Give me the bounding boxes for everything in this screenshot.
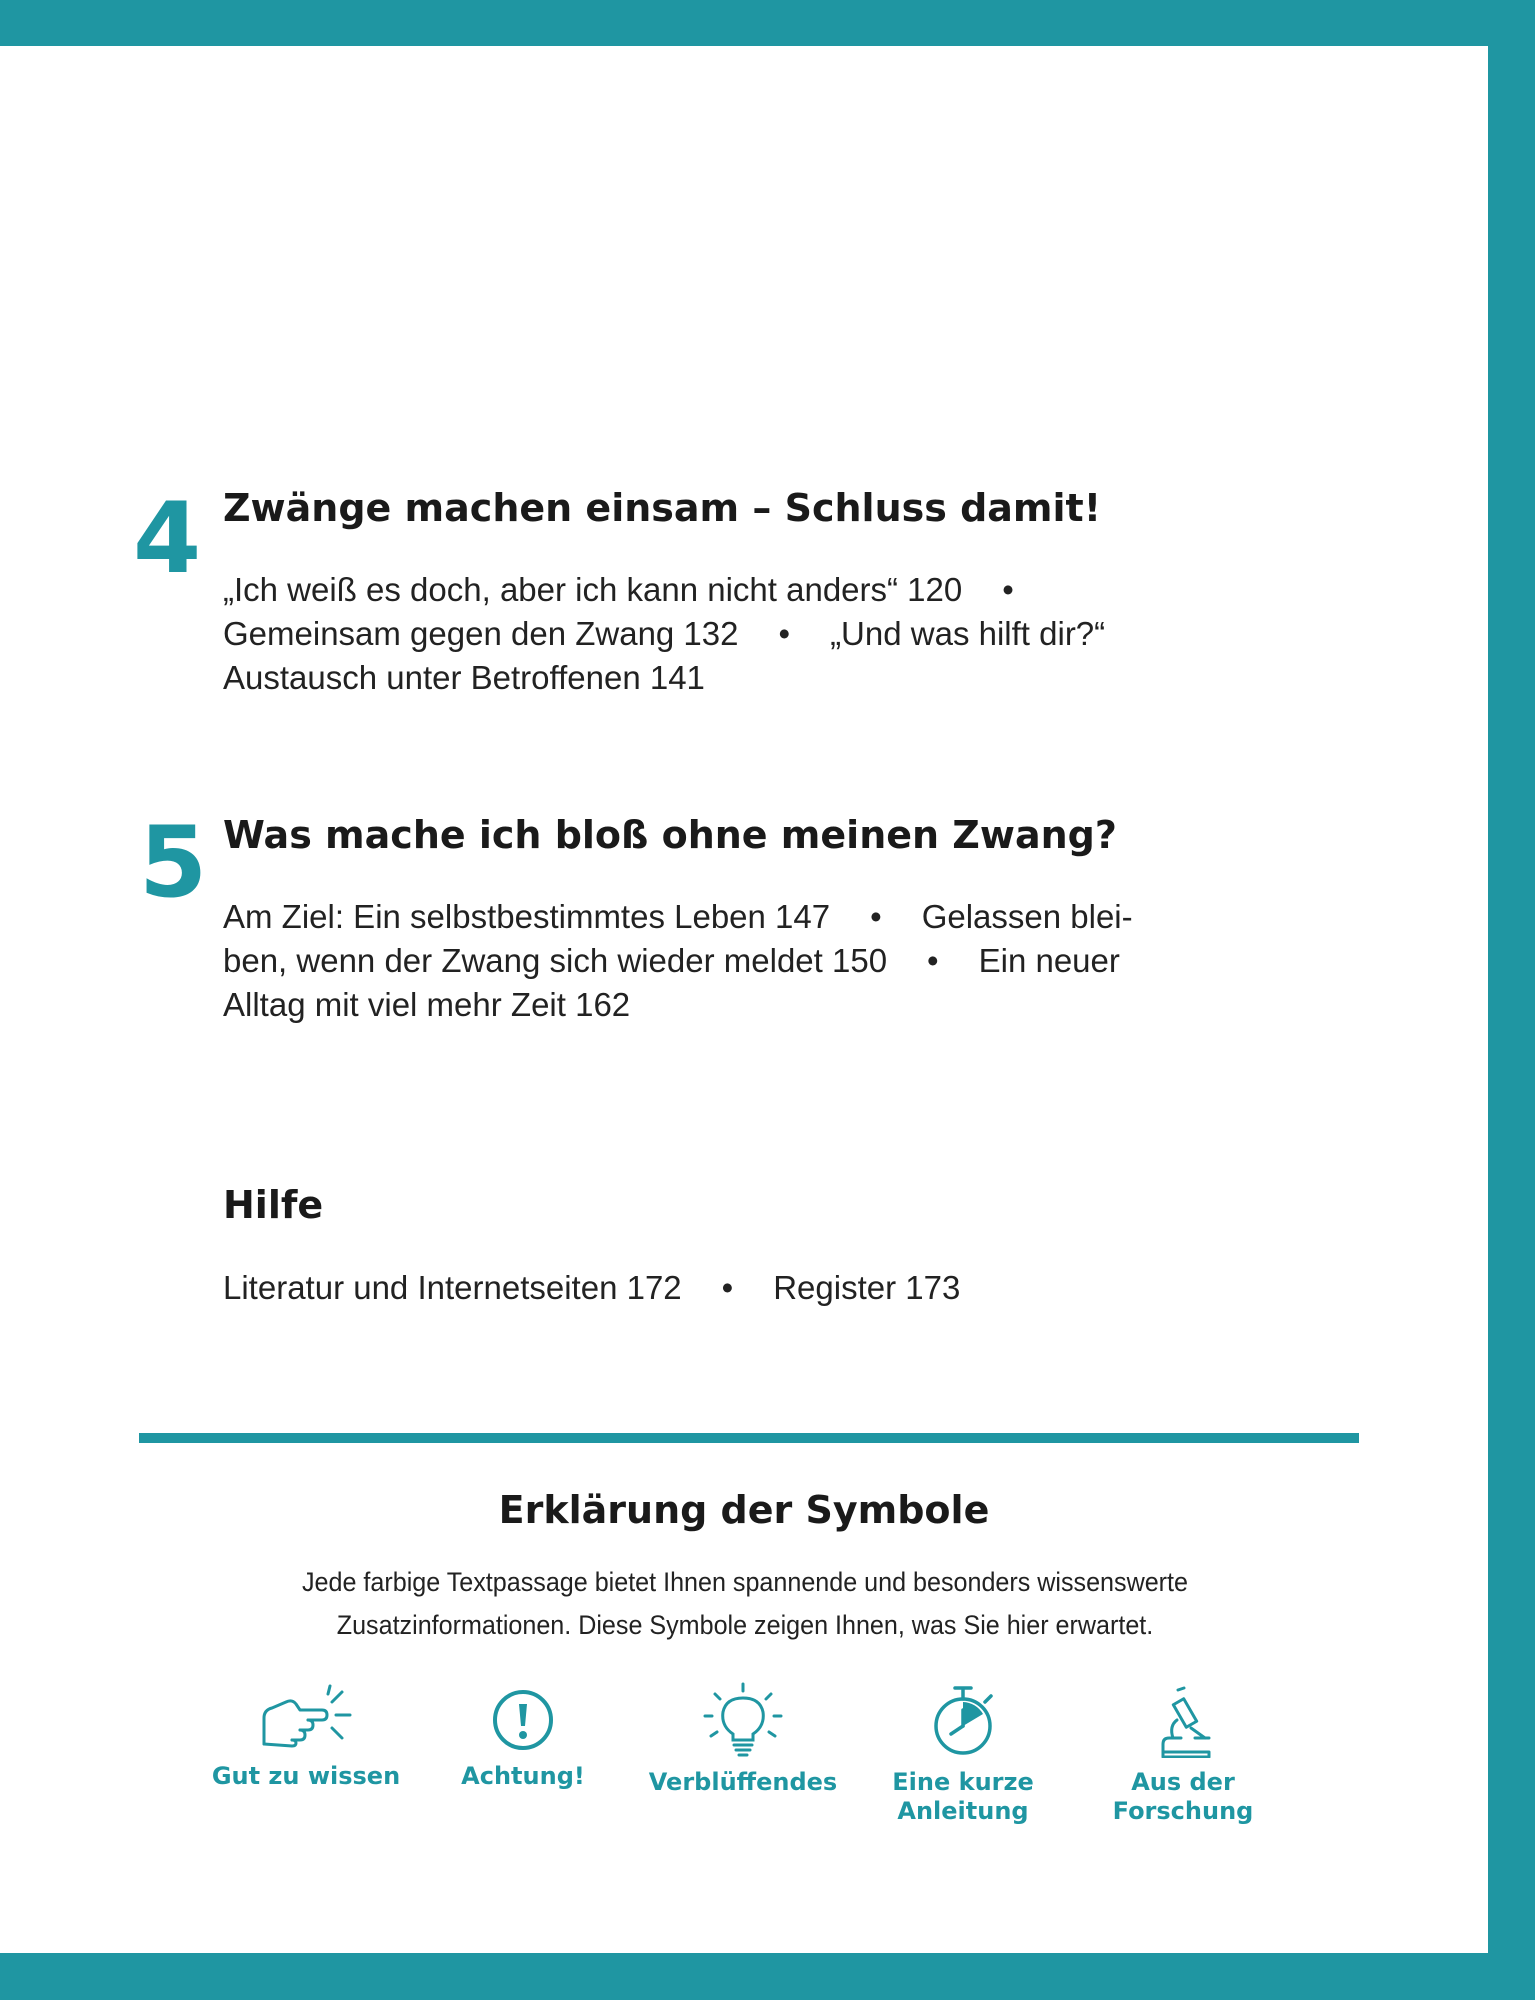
symbol-label: Verblüffendes: [648, 1768, 838, 1796]
symbol-gut-zu-wissen: [196, 1682, 416, 1791]
symbol-eine-kurze-anleitung: [853, 1682, 1073, 1826]
toc-entry: ben, wenn der Zwang sich wieder meldet 150: [223, 942, 888, 979]
symbol-verblueffendes: [633, 1682, 853, 1797]
toc-entry: Austausch unter Betroffenen 141: [223, 659, 705, 696]
toc-entry: „Ich weiß es doch, aber ich kann nicht anders“ 120: [223, 571, 963, 608]
symbol-achtung: [413, 1682, 633, 1791]
chapter-5-line-1: [223, 895, 1133, 939]
help-line: [223, 1266, 960, 1310]
bullet-separator: •: [778, 615, 791, 652]
bullet-separator: •: [927, 942, 939, 979]
microscope-icon: [1133, 1682, 1233, 1758]
toc-entry: „Und was hilft dir?“: [830, 615, 1106, 652]
frame-bottom-bar: [0, 1953, 1535, 2000]
chapter-4-line-3: [223, 656, 705, 700]
section-divider: [139, 1433, 1359, 1443]
chapter-5-line-2: [223, 939, 1120, 983]
symbol-label: Eine kurze Anleitung: [892, 1768, 1034, 1825]
toc-entry: Gelassen blei-: [921, 898, 1133, 935]
chapter-5-title: Was mache ich bloß ohne meinen Zwang?: [223, 813, 1117, 857]
chapter-4-line-2: [223, 612, 1105, 656]
symbols-heading: Erklärung der Symbole: [498, 1488, 990, 1532]
lightbulb-icon: [693, 1682, 793, 1758]
symbol-label: Achtung!: [461, 1762, 585, 1790]
toc-entry: Alltag mit viel mehr Zeit 162: [223, 986, 631, 1023]
frame-right-bar: [1488, 0, 1535, 2000]
symbol-aus-der-forschung: [1073, 1682, 1293, 1826]
bullet-separator: •: [1002, 571, 1014, 608]
help-title: Hilfe: [223, 1183, 324, 1227]
chapter-5-number: 5: [139, 806, 208, 920]
frame-top-bar: [0, 0, 1535, 46]
toc-entry: Literatur und Internetseiten 172: [223, 1269, 682, 1306]
symbol-label: Gut zu wissen: [211, 1762, 401, 1790]
bullet-separator: •: [870, 898, 882, 935]
chapter-4-line-1: [223, 568, 1054, 612]
toc-entry: Register 173: [773, 1269, 961, 1306]
symbols-description: Jede farbige Textpassage bietet Ihnen spannende und besonders wissenswerte Zusatzinformationen. Diese Symbole zeigen Ihnen, was Sie hier erwartet.: [302, 1567, 1188, 1640]
symbol-label: Aus der Forschung: [1112, 1768, 1254, 1825]
chapter-4-title: Zwänge machen einsam – Schluss damit!: [223, 486, 1102, 530]
pointing-hand-icon: [256, 1682, 356, 1752]
toc-entry: Ein neuer: [978, 942, 1120, 979]
bullet-separator: •: [721, 1269, 734, 1306]
chapter-4-number: 4: [133, 482, 202, 596]
exclamation-icon: [473, 1682, 573, 1752]
stopwatch-icon: [913, 1682, 1013, 1758]
toc-entry: Am Ziel: Ein selbstbestimmtes Leben 147: [223, 898, 831, 935]
toc-entry: Gemeinsam gegen den Zwang 132: [223, 615, 739, 652]
chapter-5-line-3: [223, 983, 630, 1027]
